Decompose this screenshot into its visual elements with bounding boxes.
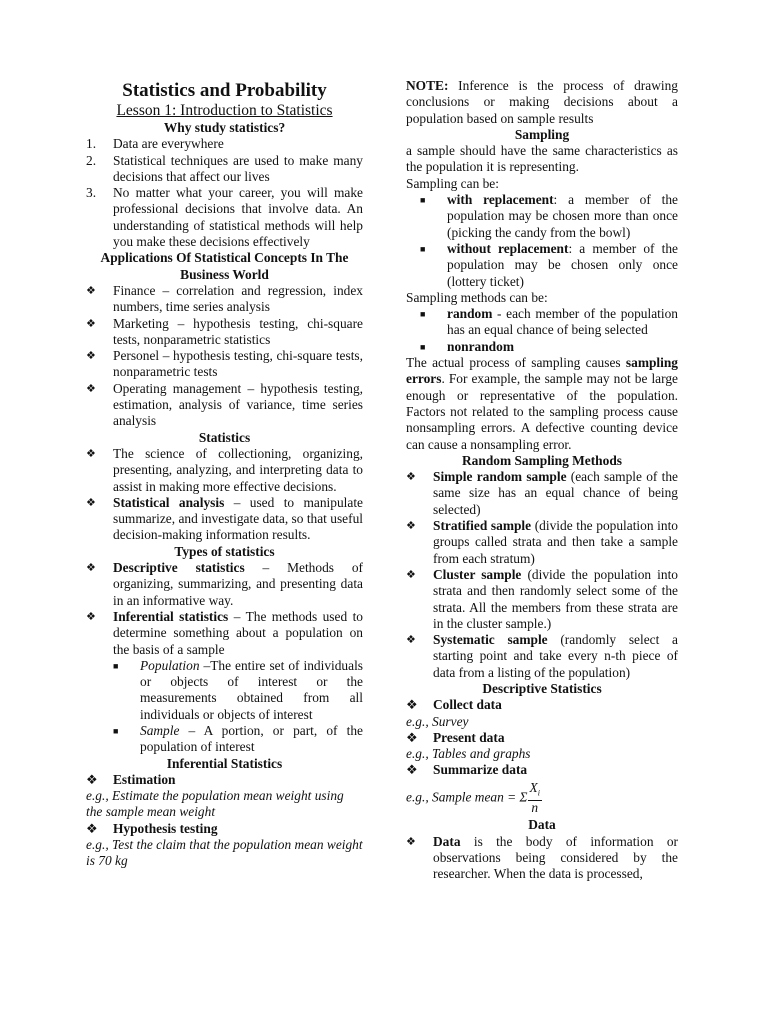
diamond-bullet-icon: ❖ — [86, 771, 98, 787]
definition: – The methods used to determine something about a population on the basis of a sample — [113, 608, 363, 657]
list-text: Personel – hypothesis testing, chi-square tests, nonparametric tests — [113, 348, 363, 380]
definition: –The entire set of individuals or objects of interest or the measurements obtained from all individuals or objects of interest — [140, 657, 363, 722]
list-item — [86, 136, 363, 152]
diamond-bullet-icon: ❖ — [406, 835, 416, 848]
list-text: Summarize data — [433, 762, 528, 778]
list-item — [406, 834, 678, 883]
square-bullet-icon: ■ — [420, 195, 426, 206]
list-text — [433, 469, 678, 518]
square-bullet-icon: ■ — [420, 309, 426, 320]
heading-applications: Applications Of Statistical Concepts In The Business World — [100, 250, 349, 282]
diamond-bullet-icon: ❖ — [406, 697, 418, 713]
note-label: NOTE: — [406, 78, 449, 93]
square-bullet-icon: ■ — [113, 660, 119, 671]
term: Population — [140, 657, 200, 673]
term: Data — [433, 833, 461, 849]
sample-mean-formula — [406, 781, 678, 816]
example-text: e.g., Survey — [406, 713, 469, 729]
list-item — [86, 381, 363, 430]
list-item — [406, 762, 678, 778]
diamond-bullet-icon: ❖ — [86, 820, 98, 836]
list-item — [86, 348, 363, 381]
fraction-denominator: n — [531, 800, 539, 816]
heading-inferential: Inferential Statistics — [166, 755, 283, 771]
list-text: The science of collectioning, organizing, presenting, analyzing, and interpreting data to assist in making more effective decisions. — [113, 445, 363, 494]
term: Sample — [140, 722, 180, 738]
sub-list-item — [420, 192, 678, 241]
list-item — [406, 697, 678, 713]
list-item — [406, 567, 678, 632]
diamond-bullet-icon: ❖ — [406, 471, 416, 484]
diamond-bullet-icon: ❖ — [86, 350, 96, 363]
term: Cluster sample — [433, 566, 522, 582]
list-text: nonrandom — [447, 338, 514, 354]
list-number: 2. — [86, 152, 97, 168]
list-text — [447, 241, 678, 290]
term: Simple random sample — [433, 469, 567, 485]
heading-data: Data — [528, 817, 556, 833]
list-item — [86, 185, 363, 250]
term: with replacement — [447, 192, 554, 208]
list-text: Data are everywhere — [113, 136, 224, 152]
list-text: Present data — [433, 729, 505, 745]
example-text: e.g., Estimate the population mean weight using the sample mean weight — [86, 788, 344, 820]
definition: (divide the population into groups called strata and then take a sample from each stratum) — [433, 518, 678, 566]
list-number: 3. — [86, 185, 97, 201]
square-bullet-icon: ■ — [113, 725, 119, 736]
list-item — [86, 495, 363, 544]
term: Stratified sample — [433, 518, 532, 534]
term: without replacement — [447, 240, 569, 256]
list-text: Statistical techniques are used to make many decisions that affect our lives — [113, 152, 363, 184]
sub-list-item — [420, 241, 678, 290]
square-bullet-icon: ■ — [420, 341, 426, 352]
sampling-can-be: Sampling can be: — [406, 175, 499, 191]
sub-list-item — [420, 339, 678, 355]
note-text: Inference is the process of drawing conclusions or making decisions about a population based on sample results — [406, 78, 678, 126]
sampling-intro: a sample should have the same characteristics as the population it is representing. — [406, 143, 678, 175]
list-item — [406, 469, 678, 518]
definition: – Methods of organizing, summarizing, and presenting data in an informative way. — [113, 560, 364, 608]
left-column — [86, 78, 363, 870]
diamond-bullet-icon: ❖ — [406, 729, 418, 745]
formula-text: e.g., Sample mean = Σ — [406, 789, 528, 805]
lesson-title: Lesson 1: Introduction to Statistics — [116, 102, 333, 119]
term: sampling errors — [406, 355, 678, 387]
diamond-bullet-icon: ❖ — [86, 562, 96, 575]
example-text: e.g., Test the claim that the population mean weight is 70 kg — [86, 837, 363, 869]
list-item — [406, 730, 678, 746]
diamond-bullet-icon: ❖ — [406, 568, 416, 581]
sub-list-item — [113, 658, 363, 723]
definition: is the body of information or observations being considered by the researcher. When the data is processed, — [433, 833, 678, 882]
definition: – A portion, or part, of the population of interest — [140, 722, 363, 755]
list-item — [86, 446, 363, 495]
diamond-bullet-icon: ❖ — [406, 762, 418, 778]
list-text: Hypothesis testing — [113, 820, 218, 836]
list-text: Marketing – hypothesis testing, chi-square tests, nonparametric statistics — [113, 315, 363, 347]
list-item — [86, 316, 363, 349]
diamond-bullet-icon: ❖ — [406, 520, 416, 533]
heading-types: Types of statistics — [174, 543, 275, 559]
list-text: Finance – correlation and regression, index numbers, time series analysis — [113, 282, 363, 315]
page-title: Statistics and Probability — [122, 80, 327, 101]
list-text — [113, 609, 363, 658]
numerator-subscript: i — [537, 788, 540, 798]
heading-sampling: Sampling — [514, 126, 570, 142]
definition: (divide the population into strata and then randomly select some of the strata. All the members from these strata are in the cluster sample.) — [433, 566, 678, 631]
heading-statistics: Statistics — [198, 429, 251, 445]
note-paragraph — [406, 78, 678, 127]
list-text: Collect data — [433, 697, 502, 713]
list-item — [406, 518, 678, 567]
list-text — [447, 306, 678, 339]
list-text: No matter what your career, you will make professional decisions that involve data. An understanding of statistical methods will help you make these decisions effectively — [113, 185, 363, 250]
right-column — [406, 78, 678, 883]
diamond-bullet-icon: ❖ — [86, 382, 96, 395]
term: Descriptive statistics — [113, 560, 245, 576]
list-text: Estimation — [113, 771, 176, 787]
heading-descriptive: Descriptive Statistics — [482, 680, 602, 696]
definition: : a member of the population may be chosen only once (lottery ticket) — [447, 240, 678, 289]
list-text — [140, 658, 363, 723]
list-text: Operating management – hypothesis testing, estimation, analysis of variance, time series analysis — [113, 380, 363, 429]
list-text — [113, 495, 363, 544]
square-bullet-icon: ■ — [420, 243, 426, 254]
text: The actual process of sampling causes — [406, 355, 626, 371]
heading-random-methods: Random Sampling Methods — [462, 452, 622, 468]
definition: (randomly select a starting point and take every n-th piece of data from a listing of the population) — [433, 632, 678, 680]
list-text — [140, 723, 363, 756]
term: Inferential statistics — [113, 608, 229, 624]
term: random — [447, 306, 493, 322]
list-number: 1. — [86, 136, 97, 152]
diamond-bullet-icon: ❖ — [86, 496, 96, 509]
term: Systematic sample — [433, 632, 548, 648]
list-text — [433, 567, 678, 632]
diamond-bullet-icon: ❖ — [86, 317, 96, 330]
sampling-errors-paragraph — [406, 355, 678, 453]
list-item — [86, 153, 363, 186]
list-text — [113, 560, 363, 609]
definition: (each sample of the same size has an equal chance of being selected) — [433, 469, 678, 517]
numerator-var: X — [529, 779, 538, 795]
list-text — [433, 518, 678, 567]
definition: – used to manipulate summarize, and investigate data, so that useful decision-making information results. — [113, 494, 363, 543]
example-text: e.g., Tables and graphs — [406, 746, 531, 762]
sub-list-item — [420, 306, 678, 339]
diamond-bullet-icon: ❖ — [86, 610, 96, 623]
sampling-methods-can-be: Sampling methods can be: — [406, 289, 548, 305]
text: . For example, the sample may not be large enough or representative of the population. Factors not related to the sampling process cause nonsampling errors. A defective counting device can cause a nonsampling error. — [406, 371, 678, 452]
why-study-list — [86, 136, 363, 250]
heading-why-study: Why study statistics? — [163, 120, 286, 135]
diamond-bullet-icon: ❖ — [406, 634, 416, 647]
list-item — [86, 609, 363, 658]
definition: - each member of the population has an equal chance of being selected — [447, 306, 678, 338]
term: Statistical analysis — [113, 494, 225, 510]
list-text — [433, 632, 678, 681]
definition: : a member of the population may be chosen more than once (picking the candy from the bowl) — [447, 192, 678, 240]
sub-list-item — [113, 723, 363, 756]
diamond-bullet-icon: ❖ — [86, 284, 96, 297]
fraction-numerator — [528, 781, 542, 802]
fraction — [528, 781, 542, 816]
list-item — [406, 632, 678, 681]
list-item — [86, 560, 363, 609]
diamond-bullet-icon: ❖ — [86, 447, 96, 460]
list-item — [86, 821, 363, 837]
list-text — [433, 834, 678, 883]
list-text — [447, 192, 678, 241]
list-item — [86, 283, 363, 316]
list-item — [86, 772, 363, 788]
